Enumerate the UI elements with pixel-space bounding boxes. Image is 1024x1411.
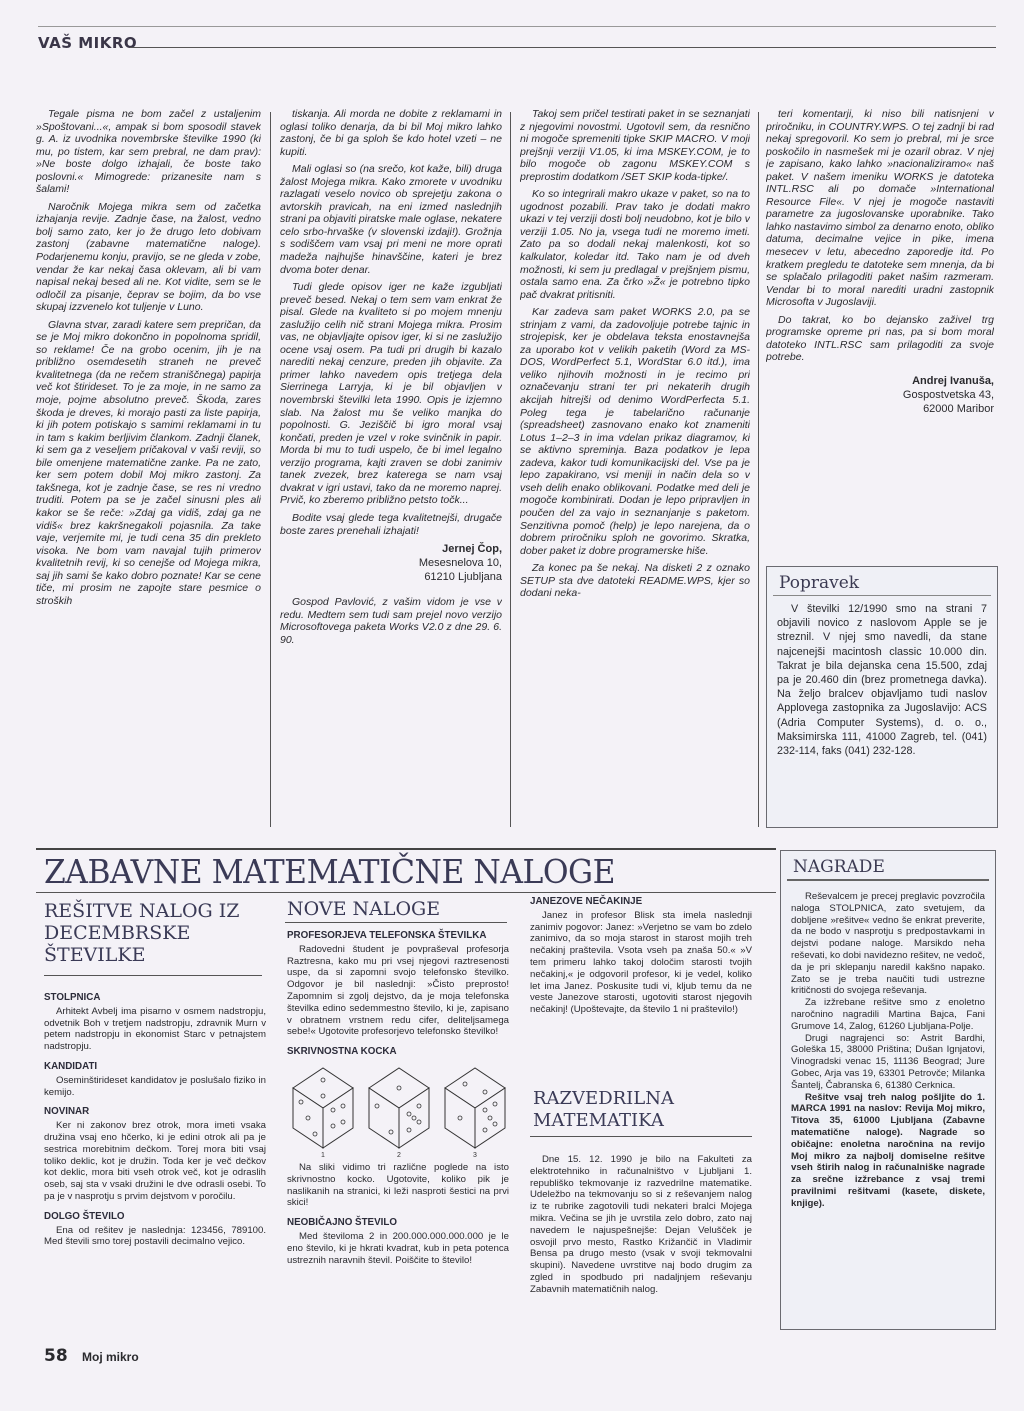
rule <box>44 975 262 976</box>
resitve-item-text: Arhitekt Avbelj ima pisarno v osmem nadstropju, odvetnik Boh v tretjem nadstropju, zdravnik Murn v petem nadstropju in ekonomist Starc v petnajstem nadstropju. <box>44 1005 266 1053</box>
resitve-item-title: DOLGO ŠTEVILO <box>44 1210 125 1222</box>
resitve-heading: REŠITVE NALOG IZ DECEMBRSKE ŠTEVILKE <box>44 900 240 966</box>
column-divider <box>758 112 759 827</box>
resitve-item-title: KANDIDATI <box>44 1060 98 1072</box>
letter-column-3 <box>520 108 750 833</box>
nove-item-title: SKRIVNOSTNA KOCKA <box>287 1046 397 1058</box>
paragraph: Za konec pa še nekaj. Na disketi 2 z oznako SETUP sta dve datoteki README.WPS, kjer so dodani neka- <box>520 562 750 600</box>
popravek-text: V številki 12/1990 smo na strani 7 objavili novico z naslovom Apple se je streznil. V njej smo navedli, da stane najcenejši macintosh classic 10.000 din. Takrat je bila dejanska cena 15.500, zdaj pa je 20.460 din (brez prometnega davka). Na željo bralcev objavljamo tudi naslov Applovega zastopnika za Jugoslavijo: ACS (Adria Computer Systems), d. o. o., Maksimirska 111, 41000 Zagreb, tel. (041) 232-114, faks (041) 232-128. <box>777 603 987 758</box>
janez-block <box>530 896 752 1016</box>
signature-andrej-ivanusa: Andrej Ivanuša, Gospostvetska 43, 62000 Maribor <box>902 374 994 415</box>
paragraph: Gospod Pavlović, z vašim vidom je vse v redu. Medtem sem tudi sam prejel novo verzijo Microsoftovega paketa Works V2.0 z dne 29. 6. 90. <box>280 596 502 646</box>
rule <box>530 1136 752 1137</box>
resitve-item-text: Ena od rešitev je naslednja: 123456, 789100. Med števili smo torej postavili decimalno vejico. <box>44 1224 266 1248</box>
column-divider <box>270 112 271 827</box>
paragraph: tiskanja. Ali morda ne dobite z reklamami in oglasi toliko denarja, da bi bil Moj mikro lahko zastonj, če bi ga sploh še kdo hotel vzeti – ne kupiti. <box>280 108 502 158</box>
top-rule <box>38 26 996 27</box>
section-rule-bottom <box>36 892 776 893</box>
nagrade-title: NAGRADE <box>787 851 989 881</box>
nove-item-title: NEOBIČAJNO ŠTEVILO <box>287 1217 397 1229</box>
nove-item-text: Med številoma 2 in 200.000.000.000.000 je le eno število, ki je hkrati kvadrat, kub in peta potenca ustreznih naravnih števil. Poiščite to število! <box>287 1230 509 1266</box>
paragraph: Bodite vsaj glede tega kvalitetnejši, drugače boste zares prenehali izhajati! <box>280 511 502 537</box>
header-rule <box>130 47 996 48</box>
nove-list <box>287 930 509 1266</box>
nove-item-text: Radovedni študent je povpraševal profesorja Raztresna, kako mu pri vsej njegovi raztresenosti uspe, da si zapomni svojo telefonsko številko. Odgovor je bil naslednji: »Čisto preprosto! Zapomnim si zgolj dejstvo, da je moja telefonska številka edino sedemmestno število, ki je, zapisano v obratnem vrstnem redu cifer, deliteljsamega sebe!« Ugotovite profesorjevo telefonsko številko! <box>287 943 509 1038</box>
nove-item-text: Na sliki vidimo tri različne poglede na isto skrivnostno kocko. Ugotovite, koliko pik je naslikanih na stranici, ki leži nasproti šestici na prvi skici! <box>287 1161 509 1209</box>
paragraph: teri komentarji, ki niso bili natisnjeni v priročniku, in COUNTRY.WPS. O tej zadnji bi rad nekaj spregovoril. Ko sem jo prebral, mi je srce poskočilo in nasmešek mi je ozaril obraz. V njej je zapisano, kako lahko »nacionaliziramo« naš paket. V našem imeniku WORKS je datoteka INTL.RSC ali po domače »International Resource File«. V njej je mogoče nastaviti parametre za jugoslovanske uporabnike. Tako lahko nastavimo simbol za denarno enoto, obliko datuma, decimalne vejice in pike, imena mesecev v letu, abecedno zaporedje itd. Po kratkem pregledu te datoteke sem mnenja, da bi se splačalo prilagoditi paket našim razmeram. Vendar bi to moral narediti uradni zastopnik Microsofta v Jugoslaviji. <box>766 108 994 309</box>
paragraph: Naročnik Mojega mikra sem od začetka izhajanja revije. Zadnje čase, na žalost, vedno bolj samo zato, ker jo že drugo leto dobivam zastonj (zabavne matematične naloge). Podarjenemu konju, pravijo, se ne gleda v zobe, vendar že kar nekaj časa oklevam, ali bi vam napisal nekaj besed ali ne. Kot vidite, sem se le odločil za pisanje, čeprav se bojim, da bo vse skupaj izzvenelo kot tuljenje v Luno. <box>36 200 261 314</box>
paragraph: Tudi glede opisov iger ne kaže izgubljati preveč besed. Nekaj o tem sem vam enkrat že pisal. Glede na kvaliteto si po mojem mnenju zaslužijo celih nič strani Mojega mikra. Prosim vas, ne objavljajte opisov iger, ki si ne zaslužijo ocene vsaj osem. Pa tudi pri drugih bi kazalo narediti nekaj cenzure, preden jih objavite. Za primer lahko navedem opis tretjega dela Sierrinega Larryja, ki je bil objavljen v novembrski številki leta 1990. Opis je izjemno slab. Na žalost mu še veliko manjka do popolnosti. G. Jeziščič bi igro moral vsaj končati, preden je vzel v roke svinčnik in papir. Morda bi mu to tudi uspelo, če bi imel legalno verzijo programa, kajti zraven se dobi zanimiv tanek zvezek, brez katerega se nam vsaj dvakrat v igri ustavi, tako da ne moremo naprej. Prvič, ko zberemo približno petsto točk... <box>280 281 502 507</box>
cubes-figure <box>287 1062 509 1158</box>
letter-column-1 <box>36 108 261 833</box>
popravek-box <box>766 566 998 828</box>
section-title: ZABAVNE MATEMATIČNE NALOGE <box>44 852 616 891</box>
nagrade-paragraph: Reševalcem je precej preglavic povzročila naloga STOLPNICA, zato svetujem, da dobljene »rešitve« vedno še enkrat preverite, da ne bodo v nasprotju s predpostavkami in dejstvi podane naloge. Marsikdo neha reševati, ko dobi navidezno rešitev, ne vedoč, da je pri sklepanju naredil kakšno napako. Zato se je treba naučiti tudi ustrezne kritičnosti do svojega reševanja. <box>791 891 985 997</box>
paragraph: Glavna stvar, zaradi katere sem prepričan, da se je Moj mikro dokončno in popolnoma spridil, so reklame! Če na grobo ocenim, jih je na približno osemdesetih straneh ne preveč kvalitetnega (da ne rečem straniščnega) papirja več kot štirideset. To je za moje, in ne samo za moje, pojme absolutno preveč. Škoda, zares škoda je dreves, ki morajo pasti za liste papirja, ki jih potem potiskajo s samimi reklamami in tu in tam s kakim berljivim člankom. Zadnji članek, ki sem ga z veseljem pričakoval v vaši reviji, so bile omenjene matematične zanke. Pa ne zato, ker sem potem dobil Moj mikro zastonj. Za takšnega, kot je zadnje čase, se res ni vredno truditi. Potem pa se je začel sinusni ples ali kakor se še reče: »Zdaj ga vidiš, zdaj ga ne vidiš« brez kakršnegakoli pojasnila. Za take vaje, verjemite mi, je tudi cena 35 din prekleto visoka. Ne bom vam navajal tujih primerov kvalitetnih revij, ki so cenejše od Mojega mikra, saj jih sami še kako dobro poznate! Kar se cene tiče, mi prosim ne zapojte stare pesmice o stroških <box>36 318 261 607</box>
cube-label: 3 <box>473 1151 477 1158</box>
resitve-item-title: NOVINAR <box>44 1106 90 1118</box>
signature-jernej-cop: Jernej Čop, Mesesnelova 10, 61210 Ljubljana <box>418 543 502 584</box>
nagrade-box <box>780 850 996 1330</box>
popravek-title: Popravek <box>773 567 991 596</box>
razvedrilna-block <box>530 1154 752 1296</box>
resitve-item-title: STOLPNICA <box>44 992 101 1003</box>
cube-label: 2 <box>397 1151 401 1158</box>
nagrade-paragraph: Rešitve vsaj treh nalog pošljite do 1. MARCA 1991 na naslov: Revija Moj mikro, Titova 35, 61000 Ljubljana (Zabavne matematične naloge). Nagrade so običajne: enoletna naročnina na revijo Moj mikro za najbolj domiselne rešitve vseh štirih nalog in računalniške nagrade za srečne izžrebance z vsaj tremi pravilnimi rešitvami (kasete, diskete, knjige). <box>791 1091 985 1209</box>
paragraph: Takoj sem pričel testirati paket in se seznanjati z njegovimi novostmi. Ugotovil sem, da resnično ni mogoče spremeniti tipke SKIP MACRO. V moji prejšnji verziji V1.05, ki ima MSKEY.COM, je to bilo mogoče ob zagonu MSKEY.COM s preprostim dodatkom /SET SKIP koda-tipke/. <box>520 108 750 183</box>
resitve-list <box>44 992 266 1248</box>
rule <box>285 922 507 923</box>
section-rule <box>36 848 776 850</box>
nove-item-title: PROFESORJEVA TELEFONSKA ŠTEVILKA <box>287 930 487 941</box>
nagrade-paragraph: Za izžrebane rešitve smo z enoletno naročnino nagradili Martina Bajca, Fani Grumove 14, Zalog, 61260 Ljubljana-Polje. <box>791 997 985 1032</box>
page-header-title: VAŠ MIKRO <box>38 34 138 52</box>
razvedrilna-text: Dne 15. 12. 1990 je bilo na Fakulteti za elektrotehniko in računalništvo v Ljubljani 1. republiško tekmovanje iz razvedrilne matematike. Udeležbo na tekmovanju so si z reševanjem nalog iz te rubrike zagotovili tudi nekateri bralci Mojega mikra. Večina se jih je uvrstila zelo dobro, zato naj navedem le najuspešnejše: Dejan Velušček je osvojil prvo mesto, Rastko Križančič in Vladimir Bensa pa drugo mesto (vsak v svoji tekmovalni skupini). Navedene uvrstitve naj bodo drugim za zgled in spodbudo pri nadaljnjem reševanju Zabavnih matematičnih nalog. <box>530 1154 752 1295</box>
resitve-item-text: Oseminštirideset kandidatov je poslušalo fiziko in kemijo. <box>44 1074 266 1098</box>
resitve-item-text: Ker ni zakonov brez otrok, mora imeti vsaka družina vsaj eno hčerko, ki je edini otrok ali pa je sestrica morebitnim dečkom. Torej mora biti vsaj toliko deklic, kot je družin. Toda ker je več dečkov kot deklic, mora biti vseh otrok več, kot je odraslih oseb, saj sta v vsaki družini le dve odrasli osebi. To pa je v nasprotju s prvim dejstvom v poročilu. <box>44 1120 266 1202</box>
page-number: 58 <box>44 1346 68 1366</box>
paragraph: Do takrat, ko bo dejansko zaživel trg programske opreme pri nas, pa si bom moral datoteko INTL.RSC sam prilagoditi za svoje potrebe. <box>766 313 994 364</box>
cube-label: 1 <box>321 1151 325 1158</box>
magazine-name: Moj mikro <box>82 1350 139 1364</box>
column-divider <box>510 112 511 827</box>
janez-title: JANEZOVE NEČAKINJE <box>530 896 643 907</box>
paragraph: Ko so integrirali makro ukaze v paket, so na to ugodnost pozabili. Prav tako je dodati makro ukazi v tej verziji dosti bolj neudobno, kot je bilo v verziji 1.05. No ja, vsega tudi ne moremo imeti. Zato pa so dodali nekaj malenkosti, kot so kalkulator, koledar itd. Tako nam je od dveh možnosti, ki sem ju predlagal v prejšnjem pismu, ostala samo ena. Za črko »Ž« je potrebno tipko pač dvakrat pritisniti. <box>520 188 750 301</box>
nagrade-paragraph: Drugi nagrajenci so: Astrit Bardhi, Goleška 15, 38000 Priština; Dušan Ignjatovi, Vinogradski venac 15, 11136 Beograd; Jure Gobec, Arja vas 19, 63301 Petrovče; Milanka Šantelj, Čabranska 6, 61380 Cerknica. <box>791 1032 985 1091</box>
letter-column-2 <box>280 108 502 833</box>
paragraph: Tegale pisma ne bom začel z ustaljenim »Spoštovani...«, ampak si bom sposodil stavek g. A. iz uvodnika novembrske številke 1990 (ki mu, po tistem, kar sem prebral, ne dam prav): »Ne boste dolgo izhajali, če boste tako poslovni.« Mimogrede: prizanesite nam s šalami! <box>36 108 261 196</box>
razvedrilna-heading: RAZVEDRILNA MATEMATIKA <box>533 1088 674 1131</box>
nove-heading: NOVE NALOGE <box>287 898 441 920</box>
paragraph: Mali oglasi so (na srečo, kot kaže, bili) druga žalost Mojega mikra. Kako zmorete v uvodniku razlagati veselo novico ob sprejetju zakona o avtorskih pravicah, na eni izmed naslednjih strani pa objaviti piratske male oglase, nekatere celo srbo-hrvaške (v slovenski izdaji!). Grožnja s sodiščem vam vsaj pri meni ne more oprati madeža najhujše hinavščine, kateri je brez dvoma boter denar. <box>280 163 502 276</box>
paragraph: Kar zadeva sam paket WORKS 2.0, pa se strinjam z vami, da zadovoljuje potrebe tajnic in strojepisk, ker je obdelava teksta enostavnejša za uporabo kot v velikih paketih (Word za MS-DOS, WordPerfect 5.1, WordStar 6.0 itd.), ima veliko njihovih možnosti in je recimo pri označevanju strani ter pri nekaterih drugih akcijah hitrejši od denimo WordPerfecta 5.1. Poleg tega je tabelarično računanje (spreadsheet) zasnovano enako kot znameniti Lotus 1–2–3 in ima vdelan prikaz diagramov, ki se aktivno spreminja. Baza podatkov je lepa zadeva, kakor tudi komunikacijski del. Vse pa je lepo zapakirano, vsi meniji in način dela so v vseh delih enako oblikovani. Podatke med deli je mogoče kombinirati. Dodan je lepo pripravljen in poučen del za vajo in seznanjanje s paketom. Senzitivna pomoč (help) je lepo narejena, da o dobrem priročniku sploh ne govorimo. Skratka, dober paket iz dobre programerske hiše. <box>520 306 750 557</box>
letter-column-4 <box>766 108 994 548</box>
janez-text: Janez in profesor Blisk sta imela naslednji zanimiv pogovor: Janez: »Verjetno se vam bo zdelo zanimivo, da so moja starost in starost mojih treh nečakinj praštevila. Vsota vseh pa znaša 50.« »V tem primeru lahko takoj določim starosti tvojih nečakinj,« je odgovoril profesor, ki je vedel, koliko let ima Janez. Poskusite tudi vi, kljub temu da ne veste Janezove starosti, ugotoviti starost njegovih nečakinj! (Upoštevajte, da število 1 ni praštevilo!) <box>530 909 752 1016</box>
